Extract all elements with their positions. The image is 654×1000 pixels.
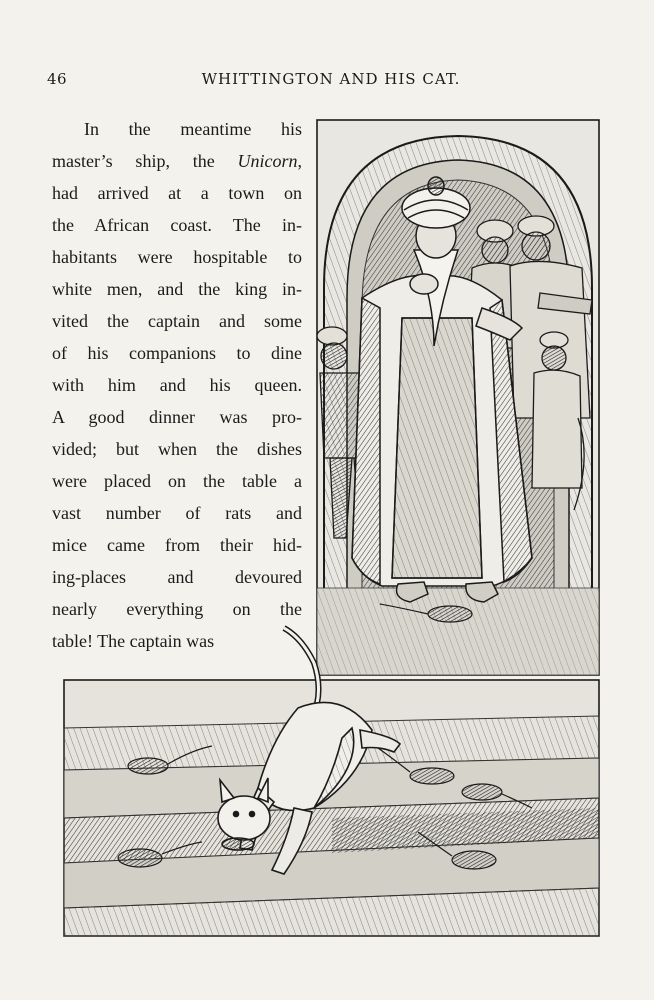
text-line: ing-places and devoured [52,567,302,587]
text-segment: master’s ship, the [52,151,238,171]
text-line: vast number of rats and [52,503,302,523]
text-line: habitants were hospitable to [52,247,302,267]
text-segment: , [297,151,302,171]
text-line: A good dinner was pro- [52,407,302,427]
text-line: vided; but when the dishes [52,439,302,459]
text-line: of his companions to dine [52,343,302,363]
text-line: had arrived at a town on [52,183,302,203]
text-line: nearly everything on the [52,599,302,619]
text-line: In the meantime his [84,119,302,139]
page-number: 46 [47,70,68,88]
engraving-svg [62,118,603,940]
text-line: table! The captain was [52,631,215,651]
running-head: WHITTINGTON AND HIS CAT. [201,70,461,88]
engraving-illustration [62,118,603,940]
text-line: mice came from their hid- [52,535,302,555]
text-line: white men, and the king in- [52,279,302,299]
text-line: the African coast. The in- [52,215,302,235]
text-line: vited the captain and some [52,311,302,331]
ship-name: Unicorn [237,151,298,171]
text-line: were placed on the table a [52,471,302,491]
text-line: with him and his queen. [52,375,302,395]
